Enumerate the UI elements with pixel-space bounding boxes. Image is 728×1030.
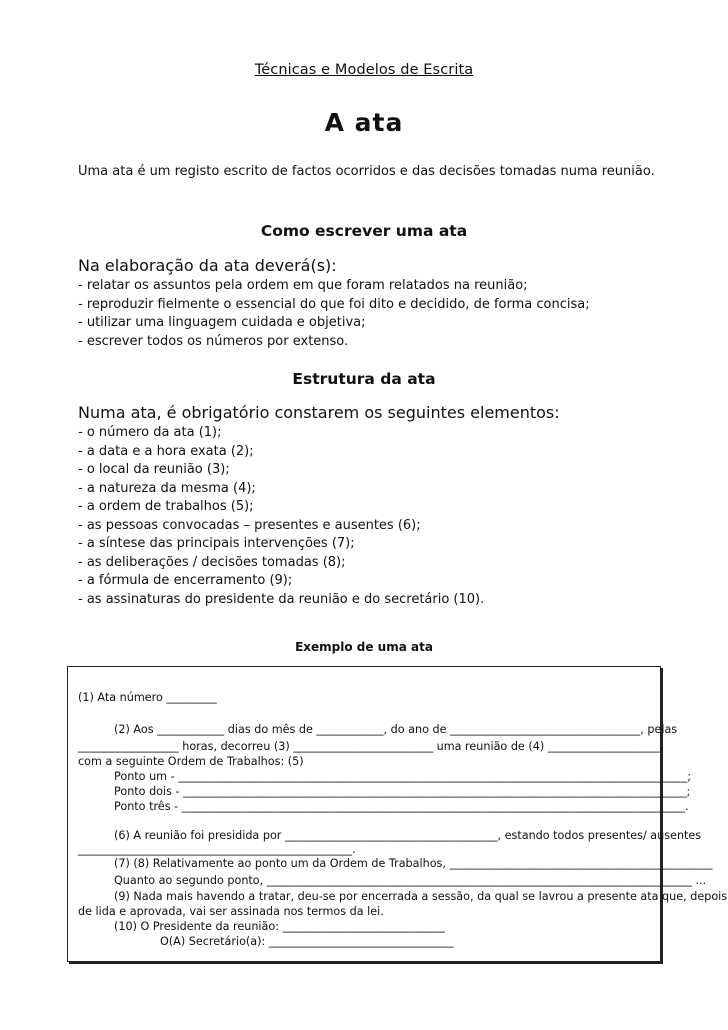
example-line: Ponto um - ___________________________________________________________________________________________; <box>114 770 692 783</box>
example-line: (7) (8) Relativamente ao ponto um da Ordem de Trabalhos, _______________________________________________ <box>114 857 713 870</box>
list-item: - escrever todos os números por extenso. <box>78 333 349 349</box>
document-title: A ata <box>324 108 404 137</box>
list-item: - as pessoas convocadas – presentes e ausentes (6); <box>78 517 421 533</box>
list-item: - a síntese das principais intervenções (7); <box>78 536 355 551</box>
how-to-list <box>78 277 590 351</box>
how-to-section-title: Como escrever uma ata <box>260 222 468 240</box>
example-line: (2) Aos ____________ dias do mês de ____________, do ano de __________________________________, pelas <box>114 723 678 736</box>
example-line: O(A) Secretário(a): _________________________________ <box>160 935 454 948</box>
structure-lead: Numa ata, é obrigatório constarem os seguintes elementos: <box>78 403 560 422</box>
example-line: Quanto ao segundo ponto, ____________________________________________________________________________ ... <box>114 874 707 887</box>
example-line: (10) O Presidente da reunião: _____________________________ <box>114 920 445 933</box>
example-line: Ponto três - __________________________________________________________________________________________. <box>114 800 689 813</box>
list-item: - a data e a hora exata (2); <box>78 443 254 459</box>
example-box <box>67 666 728 962</box>
example-line: (9) Nada mais havendo a tratar, deu-se por encerrada a sessão, da qual se lavrou a presente ata que, depois <box>114 890 728 903</box>
list-item: - o local da reunião (3); <box>78 462 230 477</box>
example-line: de lida e aprovada, vai ser assinada nos termos da lei. <box>78 905 384 918</box>
list-item: - reproduzir fielmente o essencial do que foi dito e decidido, de forma concisa; <box>78 296 590 312</box>
structure-section-title: Estrutura da ata <box>292 370 436 388</box>
list-item: - o número da ata (1); <box>78 425 222 440</box>
example-line: _________________________________________________. <box>78 843 356 856</box>
list-item: - a ordem de trabalhos (5); <box>78 499 254 514</box>
list-item: - a fórmula de encerramento (9); <box>78 573 293 588</box>
structure-list <box>78 424 484 609</box>
list-item: - a natureza da mesma (4); <box>78 480 256 496</box>
definition-paragraph: Uma ata é um registo escrito de factos ocorridos e das decisões tomadas numa reunião. <box>78 164 655 179</box>
list-item: - as deliberações / decisões tomadas (8); <box>78 554 346 570</box>
example-line: (1) Ata número _________ <box>78 691 217 704</box>
example-title: Exemplo de uma ata <box>295 640 433 654</box>
list-item: - as assinaturas do presidente da reunião e do secretário (10). <box>78 591 485 607</box>
list-item: - utilizar uma linguagem cuidada e objetiva; <box>78 315 366 330</box>
example-line: (6) A reunião foi presidida por ______________________________________, estando todos presentes/ ausentes <box>114 829 702 842</box>
example-line: __________________ horas, decorreu (3) _________________________ uma reunião de (4) ____________________, <box>78 740 664 753</box>
list-item: - relatar os assuntos pela ordem em que foram relatados na reunião; <box>78 278 528 293</box>
example-line: com a seguinte Ordem de Trabalhos: (5) <box>78 755 304 768</box>
how-to-lead: Na elaboração da ata deverá(s): <box>78 256 337 275</box>
example-line: Ponto dois - __________________________________________________________________________________________; <box>114 785 691 798</box>
course-title: Técnicas e Modelos de Escrita <box>254 62 474 78</box>
